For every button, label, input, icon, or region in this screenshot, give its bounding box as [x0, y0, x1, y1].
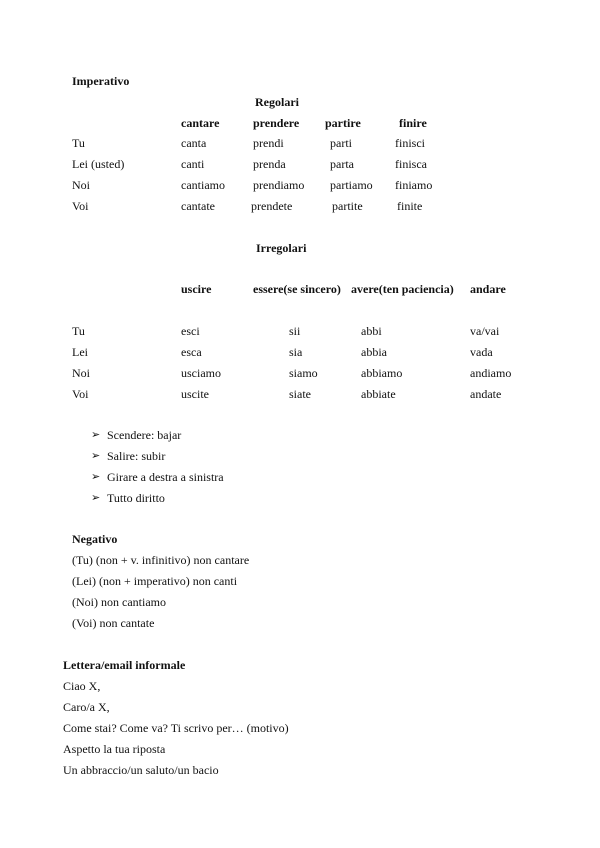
- regolari-cell: partiamo: [330, 178, 373, 192]
- regolari-cell: cantate: [181, 199, 215, 213]
- regolari-cell: prendi: [253, 136, 284, 150]
- irregolari-cell: sia: [289, 345, 303, 359]
- irregolari-pronoun: Lei: [72, 345, 88, 359]
- regolari-cell: cantiamo: [181, 178, 225, 192]
- arrow-bullet-icon: ➢: [91, 429, 101, 441]
- lettera-line: Ciao X,: [63, 679, 101, 693]
- bullet-item: Scendere: bajar: [107, 428, 182, 442]
- irregolari-cell: andate: [470, 387, 502, 401]
- irregolari-cell: usciamo: [181, 366, 221, 380]
- lettera-line: Caro/a X,: [63, 700, 110, 714]
- regolari-cell: finite: [397, 199, 423, 213]
- arrow-bullet-icon: ➢: [91, 492, 101, 504]
- lettera-line: Come stai? Come va? Ti scrivo per… (motivo): [63, 721, 289, 735]
- regolari-cell: partite: [332, 199, 363, 213]
- irregolari-cell: uscite: [181, 387, 209, 401]
- irregolari-cell: abbia: [361, 345, 387, 359]
- imperativo-title: Imperativo: [72, 74, 130, 88]
- negativo-line: (Noi) non cantiamo: [72, 595, 166, 609]
- lettera-line: Aspetto la tua riposta: [63, 742, 166, 756]
- regolari-cell: parti: [330, 136, 352, 150]
- irregolari-pronoun: Tu: [72, 324, 85, 338]
- regolari-pronoun: Voi: [72, 199, 89, 213]
- irregolari-cell: esca: [181, 345, 202, 359]
- irregolari-col-header: andare: [470, 282, 506, 296]
- regolari-pronoun: Tu: [72, 136, 85, 150]
- regolari-heading: Regolari: [255, 95, 299, 109]
- irregolari-cell: abbiamo: [361, 366, 403, 380]
- regolari-cell: prendiamo: [253, 178, 305, 192]
- irregolari-col-header: uscire: [181, 282, 212, 296]
- irregolari-cell: siate: [289, 387, 311, 401]
- negativo-title: Negativo: [72, 532, 118, 546]
- irregolari-heading: Irregolari: [256, 241, 307, 255]
- regolari-cell: canti: [181, 157, 205, 171]
- negativo-line: (Voi) non cantate: [72, 616, 155, 630]
- regolari-pronoun: Lei (usted): [72, 157, 125, 171]
- regolari-col-header: partire: [325, 116, 361, 130]
- regolari-cell: finiamo: [395, 178, 433, 192]
- regolari-cell: prenda: [253, 157, 286, 171]
- bullet-item: Salire: subir: [107, 449, 166, 463]
- irregolari-cell: esci: [181, 324, 200, 338]
- irregolari-cell: abbi: [361, 324, 382, 338]
- regolari-col-header: cantare: [181, 116, 220, 130]
- regolari-cell: prendete: [251, 199, 293, 213]
- irregolari-col-header: essere(se sincero): [253, 282, 341, 296]
- arrow-bullet-icon: ➢: [91, 450, 101, 462]
- regolari-cell: parta: [330, 157, 354, 171]
- irregolari-cell: siamo: [289, 366, 318, 380]
- lettera-line: Un abbraccio/un saluto/un bacio: [63, 763, 219, 777]
- irregolari-cell: abbiate: [361, 387, 396, 401]
- irregolari-pronoun: Noi: [72, 366, 90, 380]
- regolari-cell: finisca: [395, 157, 427, 171]
- regolari-pronoun: Noi: [72, 178, 90, 192]
- irregolari-pronoun: Voi: [72, 387, 89, 401]
- negativo-line: (Lei) (non + imperativo) non canti: [72, 574, 238, 588]
- bullet-item: Tutto diritto: [107, 491, 165, 505]
- lettera-title: Lettera/email informale: [63, 658, 186, 672]
- irregolari-cell: sii: [289, 324, 301, 338]
- negativo-line: (Tu) (non + v. infinitivo) non cantare: [72, 553, 250, 567]
- regolari-cell: canta: [181, 136, 207, 150]
- regolari-col-header: finire: [399, 116, 427, 130]
- irregolari-col-header: avere(ten paciencia): [351, 282, 454, 296]
- irregolari-cell: vada: [470, 345, 493, 359]
- regolari-col-header: prendere: [253, 116, 300, 130]
- bullet-item: Girare a destra a sinistra: [107, 470, 224, 484]
- arrow-bullet-icon: ➢: [91, 471, 101, 483]
- regolari-cell: finisci: [395, 136, 425, 150]
- irregolari-cell: andiamo: [470, 366, 512, 380]
- irregolari-cell: va/vai: [470, 324, 500, 338]
